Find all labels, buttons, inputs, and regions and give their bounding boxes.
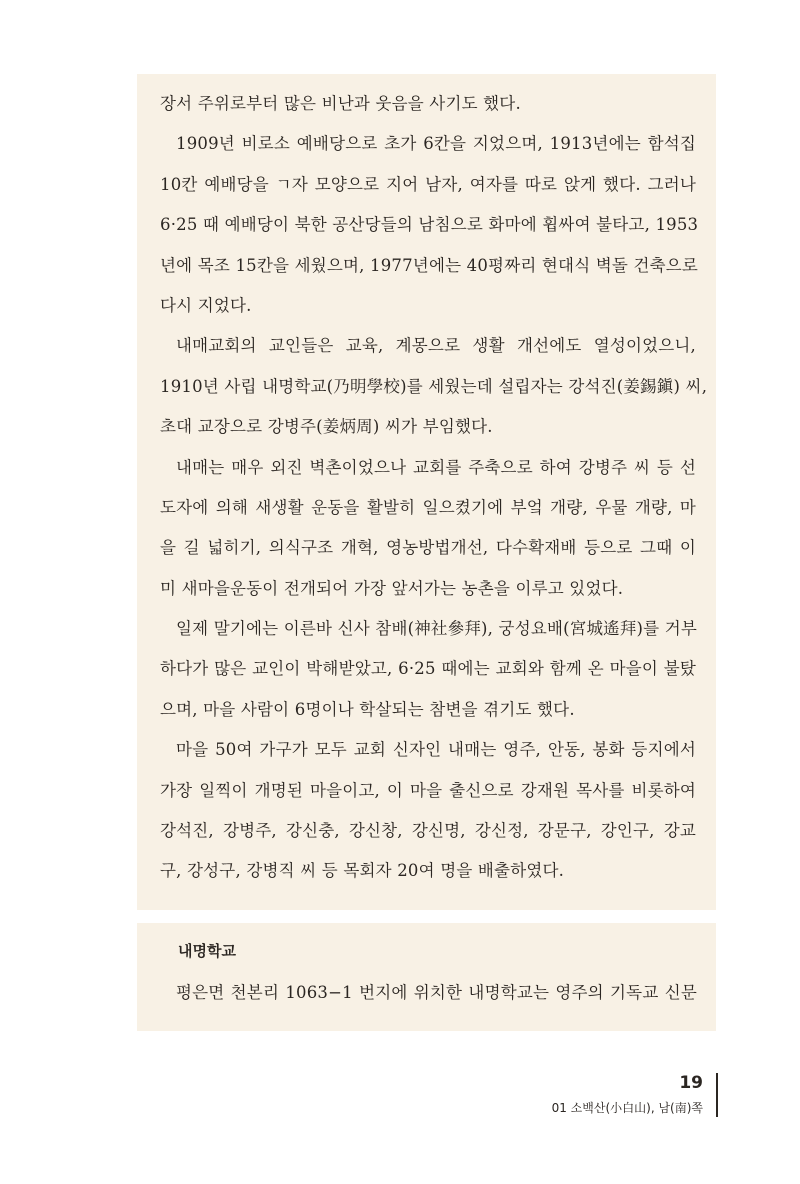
- text-line: 내매교회의 교인들은 교육, 계몽으로 생활 개선에도 열성이었으니,: [176, 336, 696, 356]
- note-box: [137, 923, 716, 1031]
- text-line: 을 길 넓히기, 의식구조 개혁, 영농방법개선, 다수확재배 등으로 그때 이: [160, 538, 696, 558]
- footer-divider: [716, 1073, 718, 1117]
- page-number: 19: [679, 1073, 703, 1093]
- text-line: 1909년 비로소 예배당으로 초가 6칸을 지었으며, 1913년에는 함석집: [176, 134, 696, 154]
- text-line: 1910년 사립 내명학교(乃明學校)를 세웠는데 설립자는 강석진(姜錫鎭) 씨,: [160, 376, 708, 396]
- text-line: 마을 50여 가구가 모두 교회 신자인 내매는 영주, 안동, 봉화 등지에서: [176, 740, 696, 760]
- text-line: 으며, 마을 사람이 6명이나 학살되는 참변을 겪기도 했다.: [160, 699, 575, 719]
- text-line: 년에 목조 15칸을 세웠으며, 1977년에는 40평짜리 현대식 벽돌 건축으로: [160, 255, 699, 275]
- text-line: 가장 일찍이 개명된 마을이고, 이 마을 출신으로 강재원 목사를 비롯하여: [160, 780, 696, 800]
- text-line: 초대 교장으로 강병주(姜炳周) 씨가 부임했다.: [160, 417, 493, 437]
- chapter-label: 01 소백산(小白山), 남(南)쪽: [551, 1101, 703, 1115]
- text-line: 다시 지었다.: [160, 295, 252, 315]
- text-line: 도자에 의해 새생활 운동을 활발히 일으켰기에 부엌 개량, 우물 개량, 마: [160, 497, 696, 517]
- text-line: 장서 주위로부터 많은 비난과 웃음을 사기도 했다.: [160, 94, 521, 113]
- text-line: 구, 강성구, 강병직 씨 등 목회자 20여 명을 배출하였다.: [160, 861, 565, 881]
- main-text-box: [137, 74, 716, 910]
- body-text: [160, 84, 708, 892]
- text-line: 강석진, 강병주, 강신충, 강신창, 강신명, 강신정, 강문구, 강인구, 강교: [160, 821, 696, 841]
- text-line: 6·25 때 예배당이 북한 공산당들의 남침으로 화마에 휩싸여 불타고, 1953: [160, 215, 699, 235]
- text-line: 10칸 예배당을 ㄱ자 모양으로 지어 남자, 여자를 따로 앉게 했다. 그러나: [160, 174, 696, 194]
- text-line: 일제 말기에는 이른바 신사 참배(神社參拜), 궁성요배(宮城遙拜)를 거부: [176, 619, 698, 639]
- text-line: 미 새마을운동이 전개되어 가장 앞서가는 농촌을 이루고 있었다.: [160, 578, 624, 598]
- note-title: 내명학교: [178, 942, 236, 960]
- note-text: 평은면 천본리 1063−1 번지에 위치한 내명학교는 영주의 기독교 신문: [176, 983, 697, 1002]
- text-line: 하다가 많은 교인이 박해받았고, 6·25 때에는 교회와 함께 온 마을이 불탔: [160, 659, 696, 679]
- text-line: 내매는 매우 외진 벽촌이었으나 교회를 주축으로 하여 강병주 씨 등 선: [176, 457, 696, 477]
